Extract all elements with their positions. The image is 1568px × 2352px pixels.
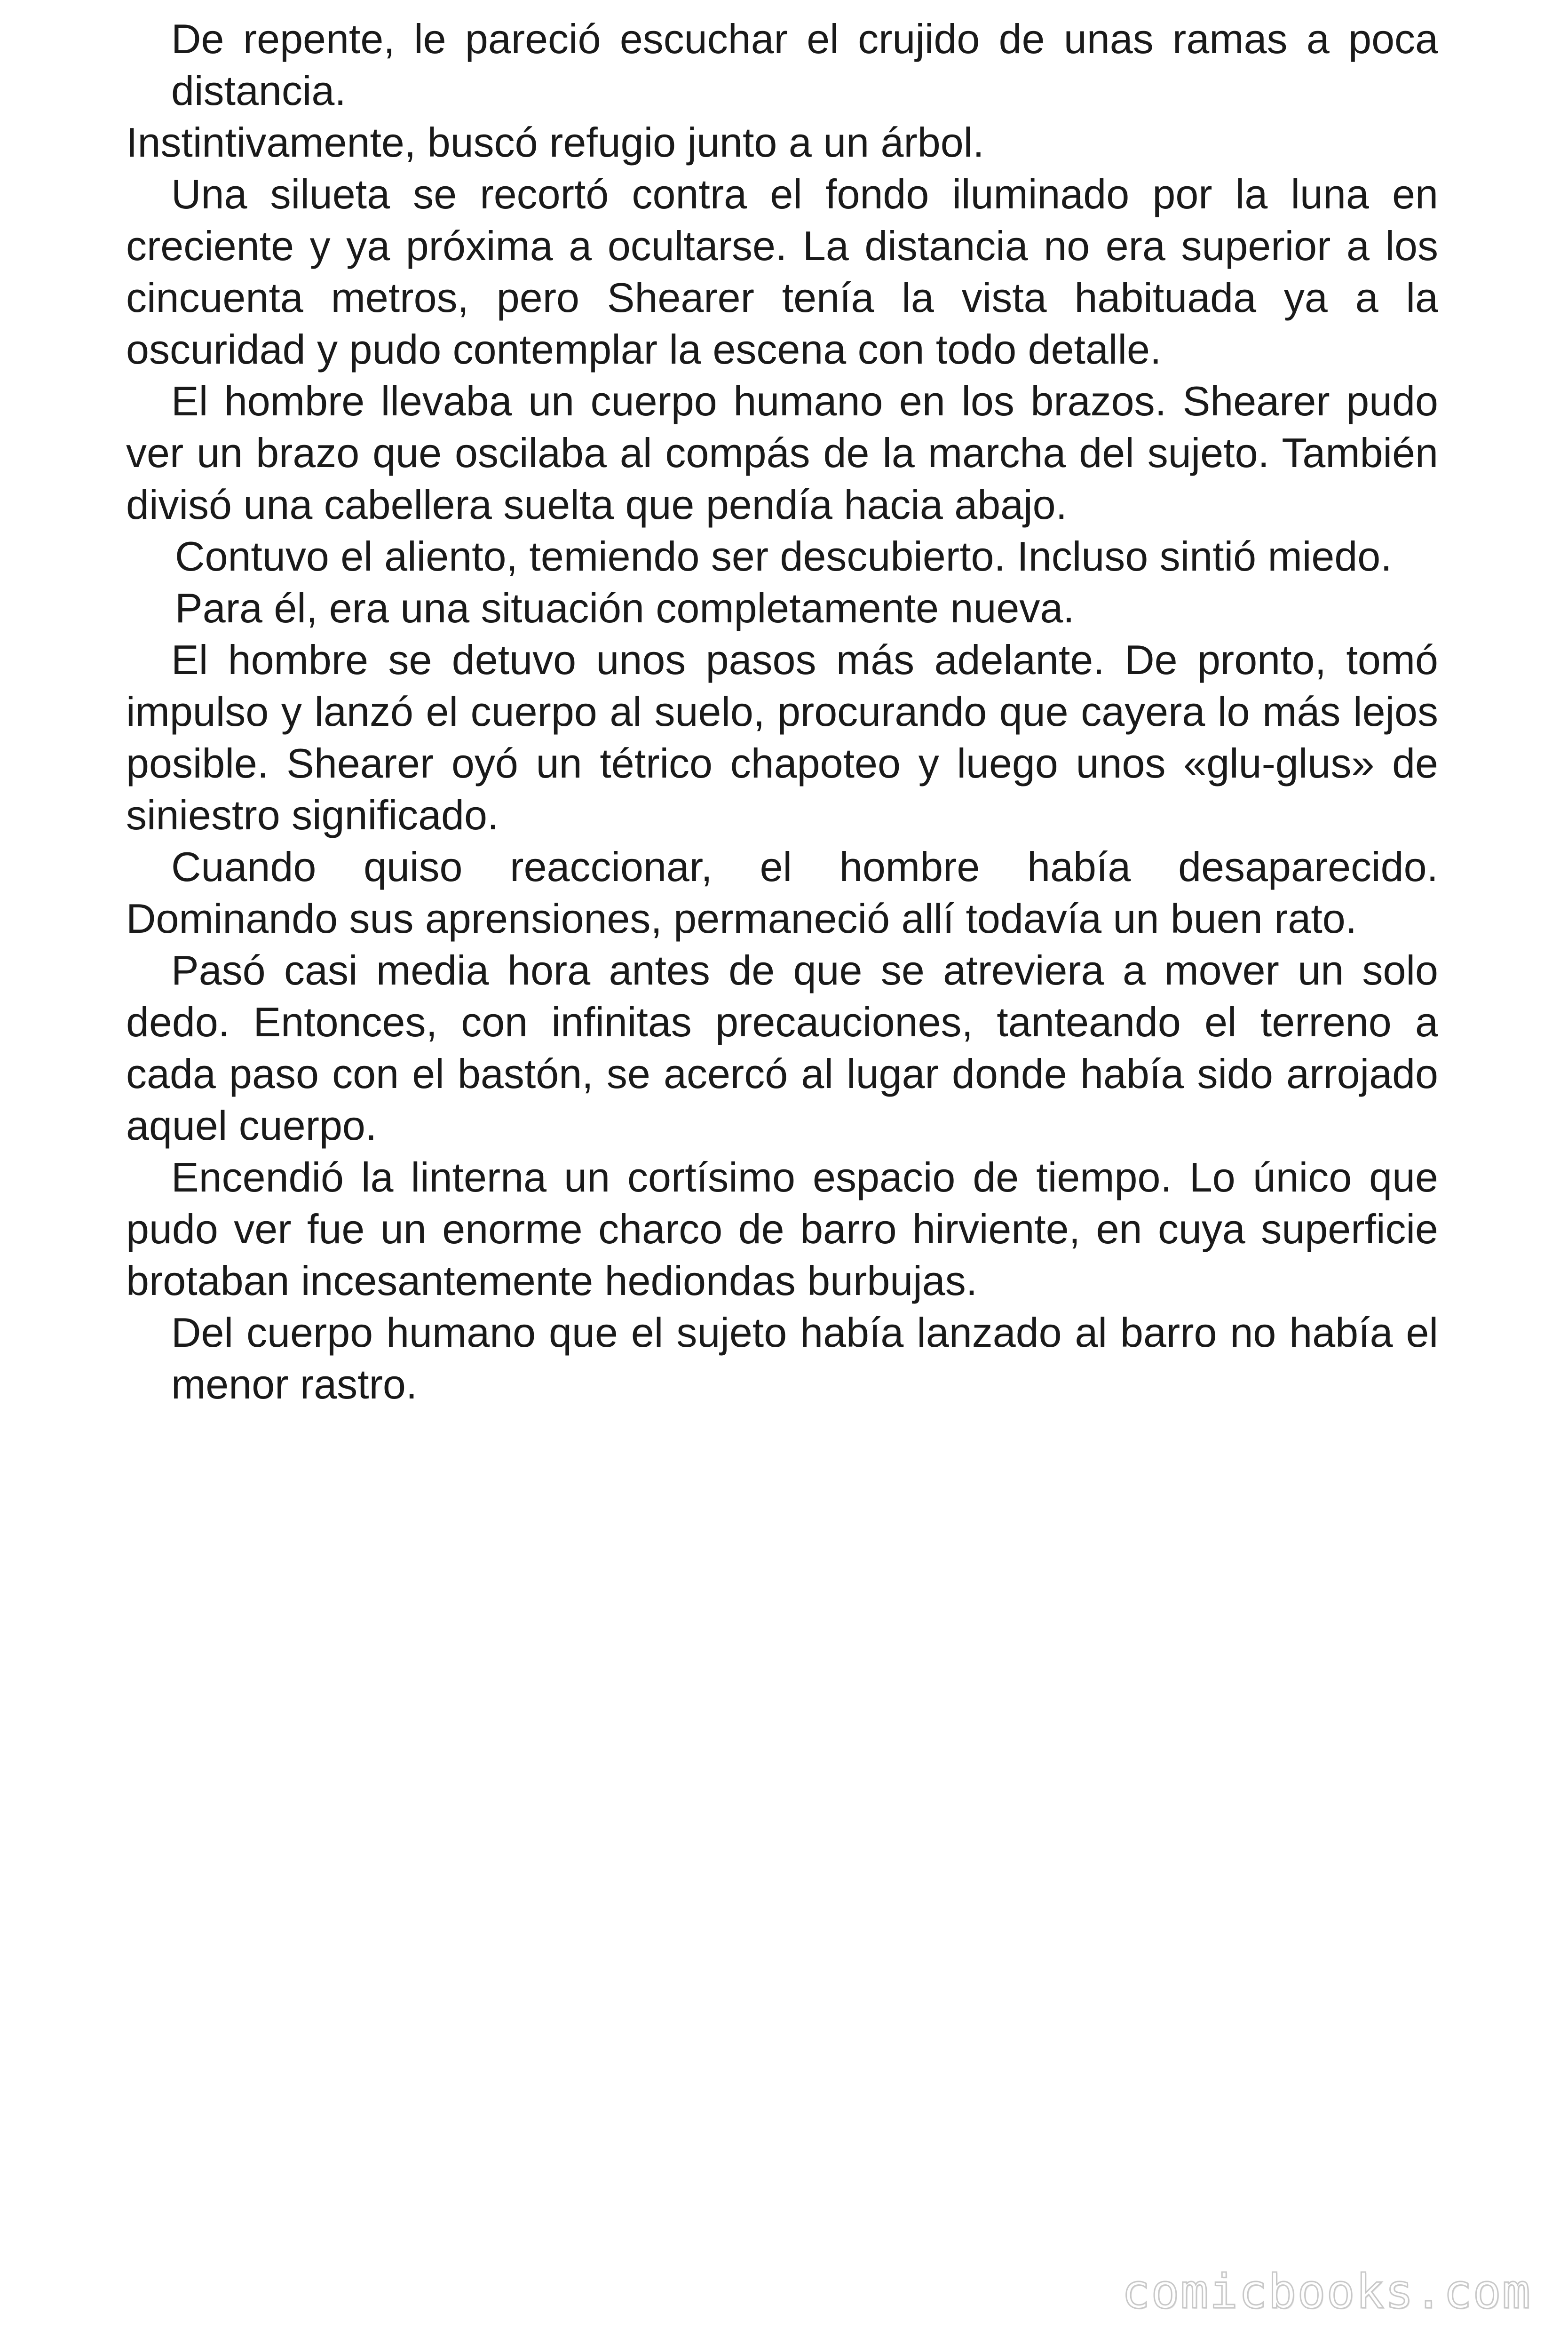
paragraph-5: Contuvo el aliento, temiendo ser descubierto. Incluso sintió miedo. [175,533,1392,580]
paragraph-1: De repente, le pareció escuchar el crujido de unas ramas a poca distancia. [171,16,1438,114]
paragraph-10: Encendió la linterna un cortísimo espacio de tiempo. Lo único que pudo ver fue un enorme charco de barro hirviente, en cuya superficie brotaban incesantemente hediondas burbujas. [126,1154,1438,1304]
body-text [126,13,1438,1410]
watermark-logo: comicbooks.com [1122,2264,1531,2319]
paragraph-7: El hombre se detuvo unos pasos más adelante. De pronto, tomó impulso y lanzó el cuerpo al suelo, procurando que cayera lo más lejos posible. Shearer oyó un tétrico chapoteo y luego unos «glu-glus» de siniestro significado. [126,636,1438,838]
paragraph-4: El hombre llevaba un cuerpo humano en los brazos. Shearer pudo ver un brazo que oscilaba al compás de la marcha del sujeto. También divisó una cabellera suelta que pendía hacia abajo. [126,378,1438,528]
paragraph-3: Una silueta se recortó contra el fondo iluminado por la luna en creciente y ya próxima a ocultarse. La distancia no era superior a los cincuenta metros, pero Shearer tenía la vista habituada ya a la oscuridad y pudo contemplar la escena con todo detalle. [126,171,1438,373]
paragraph-2: Instintivamente, buscó refugio junto a un árbol. [126,119,984,166]
paragraph-8: Cuando quiso reaccionar, el hombre había desaparecido. Dominando sus aprensiones, permaneció allí todavía un buen rato. [126,843,1438,942]
paragraph-9: Pasó casi media hora antes de que se atreviera a mover un solo dedo. Entonces, con infinitas precauciones, tanteando el terreno a cada paso con el bastón, se acercó al lugar donde había sido arrojado aquel cuerpo. [126,947,1438,1149]
paragraph-11: Del cuerpo humano que el sujeto había lanzado al barro no había el menor rastro. [171,1309,1438,1407]
paragraph-6: Para él, era una situación completamente nueva. [175,585,1075,631]
